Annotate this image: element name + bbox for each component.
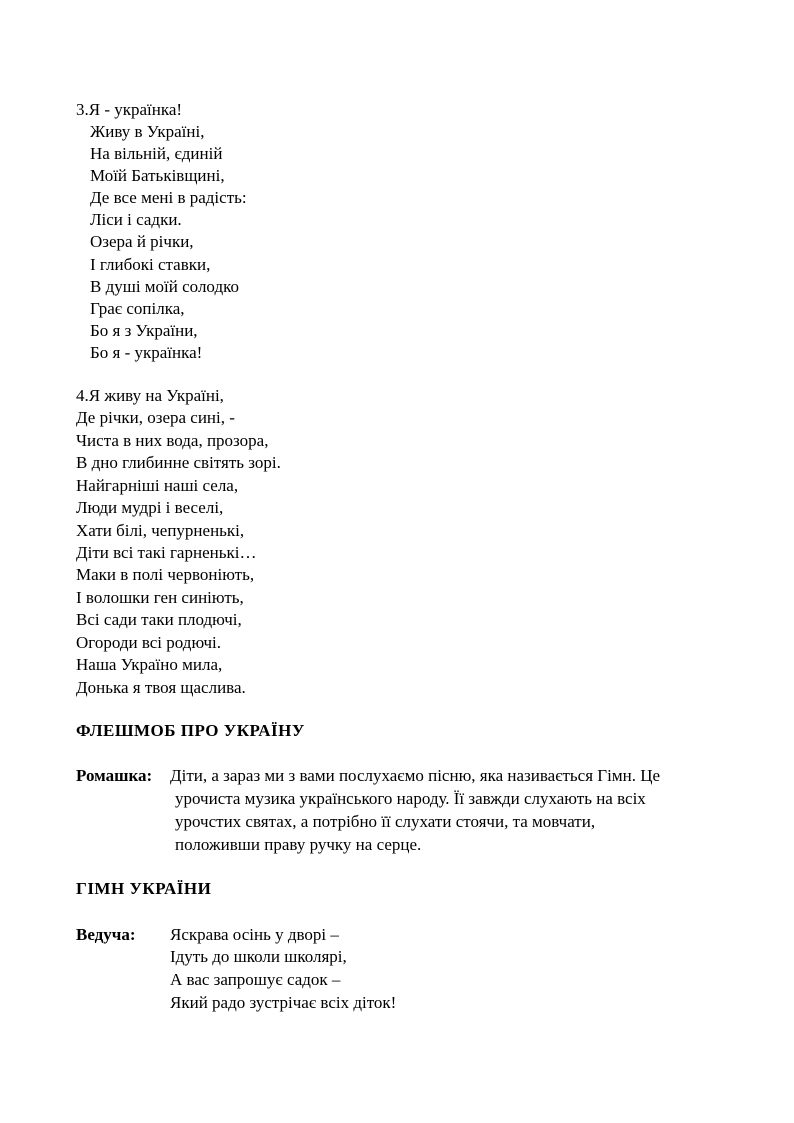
veducha-line: Яскрава осінь у дворі – — [170, 925, 339, 944]
poem-4-line: І волошки ген синіють, — [76, 588, 244, 607]
poem-3-line: Бо я з України, — [90, 321, 198, 340]
poem-4-line: Найгарніші наші села, — [76, 476, 239, 495]
poem-4-line: В дно глибинне світять зорі. — [76, 453, 281, 472]
poem-4-line: Діти всі такі гарненькі… — [76, 543, 257, 562]
poem-4-line: Маки в полі червоніють, — [76, 565, 255, 584]
romashka-line: урочиста музика українського народу. Її завжди слухають на всіх — [175, 789, 646, 808]
poem-4-line: Наша Україно мила, — [76, 655, 223, 674]
speaker-romashka: Ромашка: — [76, 766, 153, 785]
poem-4-line: 4.Я живу на Україні, — [76, 386, 224, 405]
poem-4-line: Хати білі, чепурненькі, — [76, 521, 245, 540]
poem-3-line: Де все мені в радість: — [90, 188, 247, 207]
poem-3-line: Озера й річки, — [90, 232, 194, 251]
romashka-line: положивши праву ручку на серце. — [175, 835, 422, 854]
poem-3-line: В душі моїй солодко — [90, 277, 239, 296]
poem-4-line: Чиста в них вода, прозора, — [76, 431, 269, 450]
poem-4-line: Люди мудрі і веселі, — [76, 498, 224, 517]
poem-4-line: Огороди всі родючі. — [76, 633, 222, 652]
poem-3-line: Живу в Україні, — [90, 122, 205, 141]
poem-3-line: Моїй Батьківщині, — [90, 166, 225, 185]
poem-4-line: Де річки, озера сині, - — [76, 408, 235, 427]
poem-4-line: Всі сади таки плодючі, — [76, 610, 242, 629]
romashka-line: урочстих святах, а потрібно її слухати стоячи, та мовчати, — [175, 812, 596, 831]
poem-3-line: Бо я - українка! — [90, 343, 203, 362]
poem-3-line: Грає сопілка, — [90, 299, 185, 318]
poem-3-line: Ліси і садки. — [90, 210, 182, 229]
section-heading-flashmob: ФЛЕШМОБ ПРО УКРАЇНУ — [76, 721, 305, 740]
veducha-line: Ідуть до школи школярі, — [170, 947, 347, 966]
veducha-line: А вас запрошує садок – — [170, 970, 341, 989]
speaker-veducha: Ведуча: — [76, 925, 136, 944]
section-heading-anthem: ГІМН УКРАЇНИ — [76, 879, 212, 898]
poem-3-line: На вільній, єдиній — [90, 144, 223, 163]
poem-3-line: І глибокі ставки, — [90, 255, 211, 274]
poem-4-line: Донька я твоя щаслива. — [76, 678, 246, 697]
romashka-line: Діти, а зараз ми з вами послухаємо пісню, яка називається Гімн. Це — [170, 766, 661, 785]
veducha-line: Який радо зустрічає всіх діток! — [170, 993, 397, 1012]
poem-3-line: 3.Я - українка! — [76, 100, 183, 119]
